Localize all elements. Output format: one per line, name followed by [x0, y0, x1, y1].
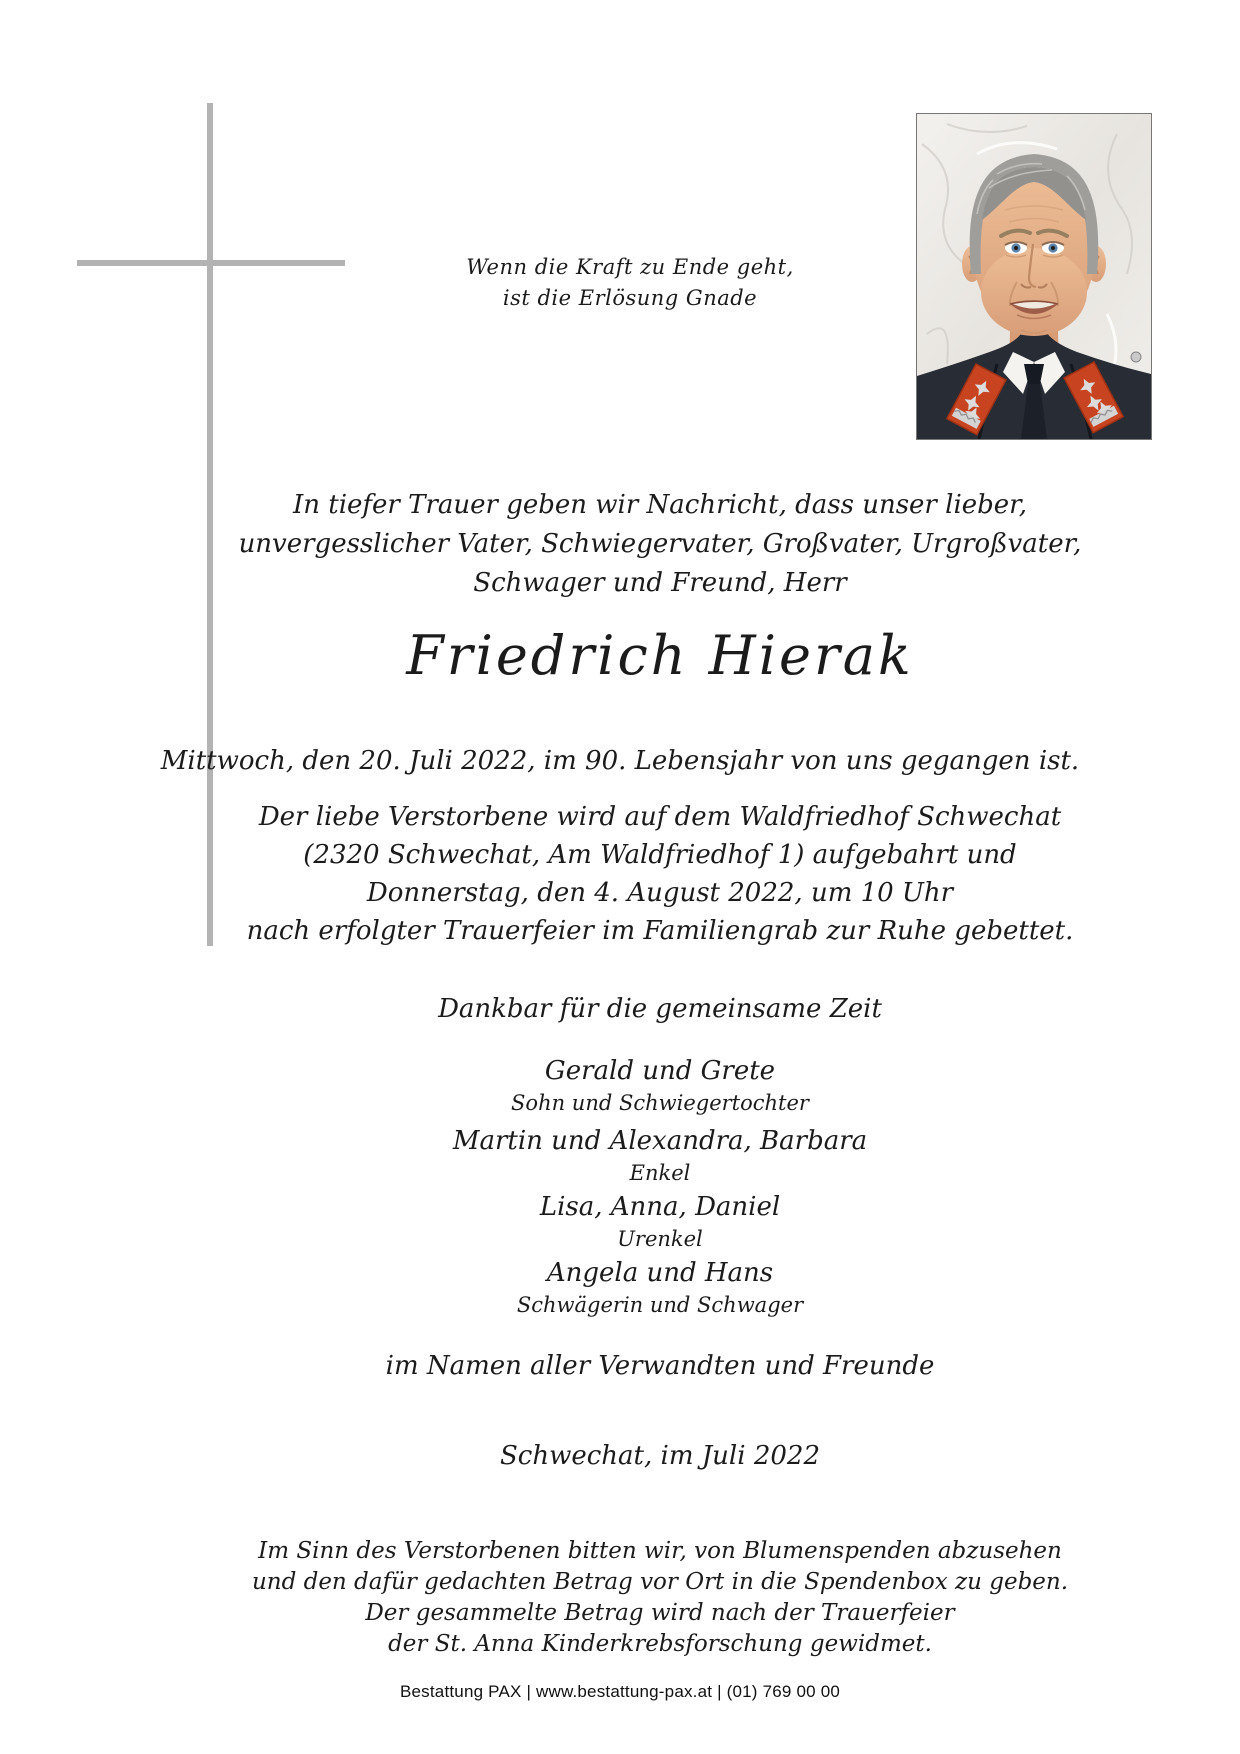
announcement-line-2: unvergesslicher Vater, Schwiegervater, Großvater, Urgroßvater,: [238, 529, 1082, 559]
deceased-name: Friedrich Hierak: [406, 624, 914, 687]
mourner-group: [160, 1054, 1160, 1118]
funeral-home-footer: Bestattung PAX | www.bestattung-pax.at | (01) 769 00 00: [399, 1682, 841, 1701]
mourner-group: [160, 1256, 1160, 1320]
announcement-line-1: In tiefer Trauer geben wir Nachricht, dass unser lieber,: [292, 490, 1028, 520]
mourner-names: Angela und Hans: [546, 1258, 774, 1288]
gratitude-line: Dankbar für die gemeinsame Zeit: [438, 994, 882, 1024]
burial-line-4: nach erfolgter Trauerfeier im Familiengrab zur Ruhe gebettet.: [246, 916, 1074, 946]
burial-line-2: (2320 Schwechat, Am Waldfriedhof 1) aufgebahrt und: [303, 840, 1017, 870]
death-date-line: Mittwoch, den 20. Juli 2022, im 90. Lebensjahr von uns gegangen ist.: [160, 746, 1080, 776]
announcement-intro: [160, 486, 1160, 603]
mourner-group: [160, 1190, 1160, 1254]
burial-details: [160, 798, 1160, 950]
donation-note: [160, 1536, 1160, 1660]
donation-line-2: und den dafür gedachten Betrag vor Ort in die Spendenbox zu geben.: [251, 1569, 1069, 1595]
closing-line: im Namen aller Verwandten und Freunde: [385, 1351, 935, 1381]
portrait-photo: [916, 113, 1152, 440]
mourner-names: Lisa, Anna, Daniel: [539, 1192, 781, 1222]
place-date-line: Schwechat, im Juli 2022: [499, 1441, 820, 1471]
announcement-line-3: Schwager und Freund, Herr: [473, 568, 847, 598]
donation-line-4: der St. Anna Kinderkrebsforschung gewidmet.: [388, 1631, 932, 1657]
mourner-relation: Sohn und Schwiegertochter: [511, 1091, 809, 1115]
portrait-illustration: [917, 114, 1151, 439]
mourner-relation: Urenkel: [617, 1227, 703, 1251]
burial-line-1: Der liebe Verstorbene wird auf dem Waldfriedhof Schwechat: [258, 802, 1062, 832]
mourner-names: Gerald und Grete: [544, 1056, 776, 1086]
mourner-group: [160, 1124, 1160, 1188]
burial-line-3: Donnerstag, den 4. August 2022, um 10 Uhr: [366, 878, 954, 908]
quote-line-2: ist die Erlösung Gnade: [502, 286, 758, 310]
quote-line-1: Wenn die Kraft zu Ende geht,: [466, 255, 794, 279]
mourner-names: Martin und Alexandra, Barbara: [452, 1126, 868, 1156]
donation-line-1: Im Sinn des Verstorbenen bitten wir, von Blumenspenden abzusehen: [258, 1538, 1062, 1564]
cross-horizontal-bar: [77, 260, 345, 266]
mourner-relation: Schwägerin und Schwager: [516, 1293, 804, 1317]
memorial-quote: [330, 252, 930, 314]
donation-line-3: Der gesammelte Betrag wird nach der Trauerfeier: [365, 1600, 955, 1626]
mourner-relation: Enkel: [629, 1161, 691, 1185]
